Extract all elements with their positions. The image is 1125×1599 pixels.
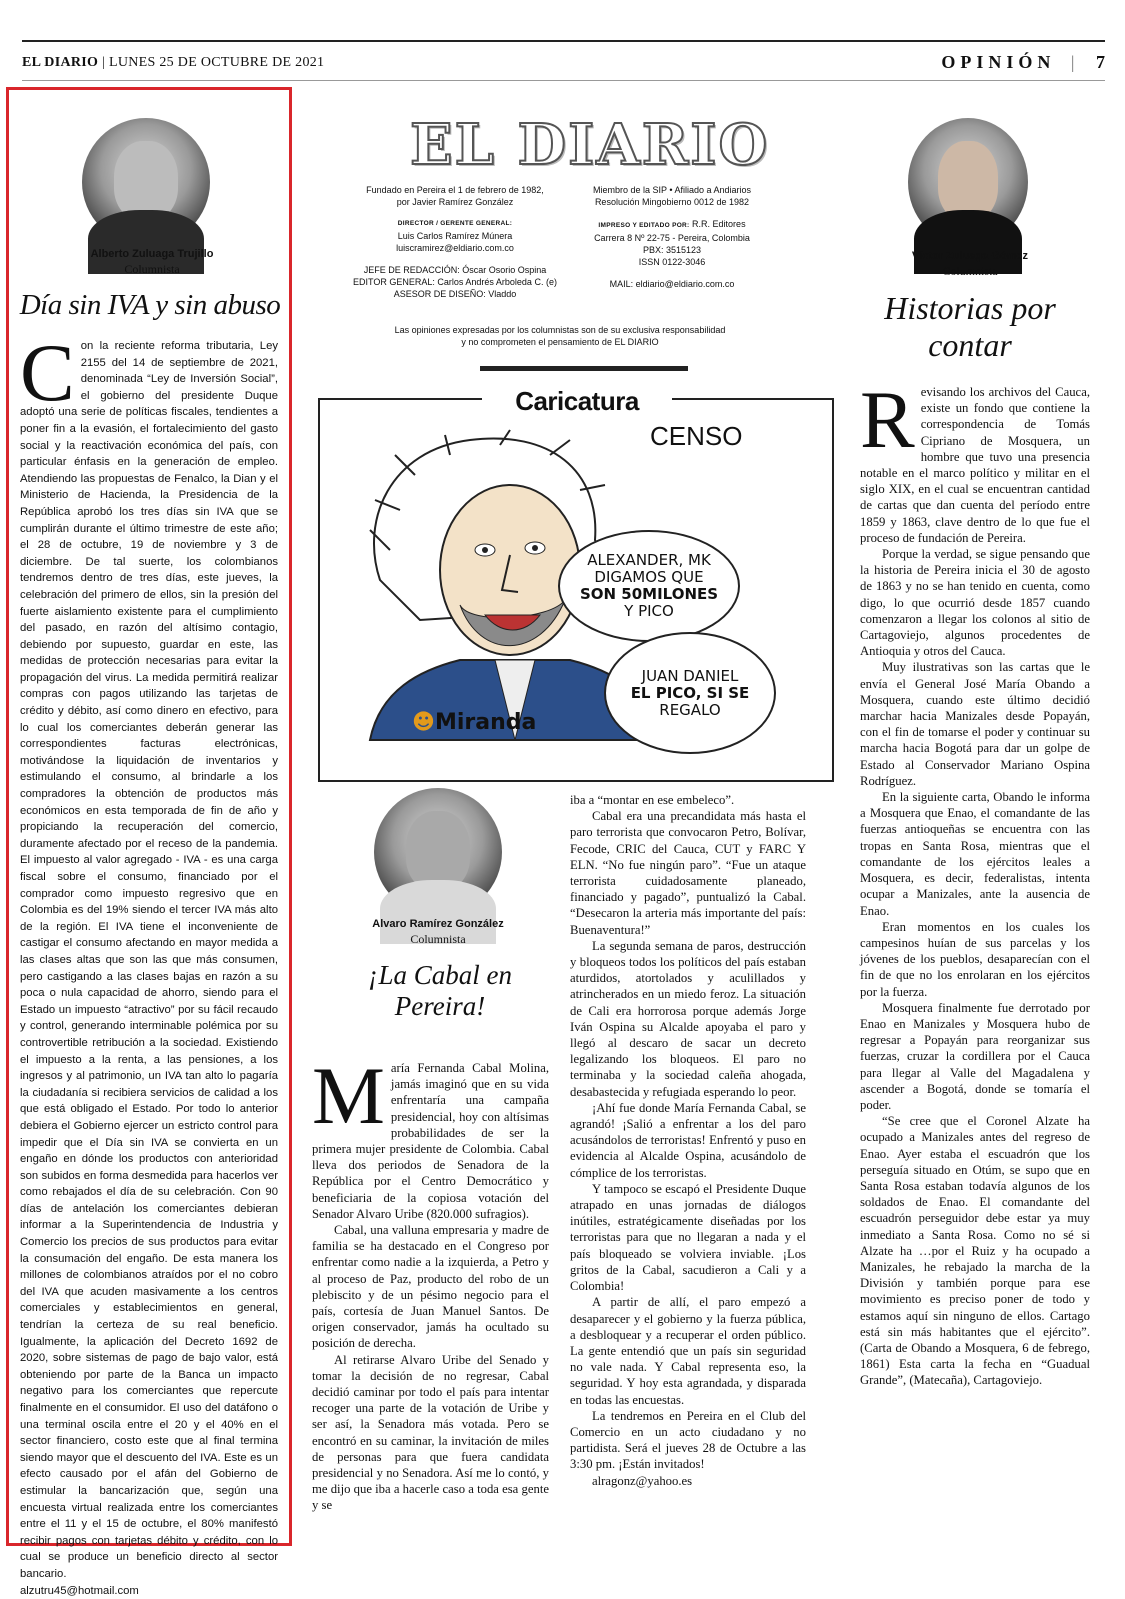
col4-body xyxy=(860,374,1090,1550)
resolution-line: Resolución Mingobierno 0012 de 1982 xyxy=(594,197,750,207)
author-photo-victor xyxy=(908,118,1028,246)
asesor-diseno: ASESOR DE DISEÑO: Vladdo xyxy=(393,289,517,299)
col3-first: iba a “montar en ese embeleco”. xyxy=(570,793,735,807)
founder-line: por Javier Ramírez González xyxy=(396,197,514,207)
col2-role: Columnista xyxy=(410,932,466,946)
col3-para-1: Cabal era una precandidata más hasta el paro terrorista que convocaron Petro, Bolívar, Fecode, CRIC del Cauca, CUT y FARC Y ELN. “No fue ningún paro”. “Fue un ataque terrorista cuidadosamente planeado, financiado y pagado”, puntualizó la Cabal. “Desecaron la arteria más importante del país: Buenaventura!” xyxy=(570,809,806,937)
col2-title: ¡La Cabal en Pereira! xyxy=(367,960,513,1022)
impreso-label: IMPRESO Y EDITADO POR: xyxy=(598,222,690,229)
col1-body xyxy=(20,327,278,1597)
bubble1-line3: SON 50MILONES xyxy=(579,585,719,603)
col1-author: Alberto Zuluaga Trujillo xyxy=(90,248,214,260)
col4-author: Víctor Zuluaga Gómez xyxy=(911,250,1029,262)
speech-bubble-1 xyxy=(558,530,740,642)
col3-para-5: A partir de allí, el paro empezó a desaparecer y el gobierno y la fuerza pública, a desbloquear y a recuperar el orden público. La gente entendió que un país sin seguridad no vale nada. Y Cabal representa eso, la seguridad. Y hoy esta agrandada, y disparada en todas las encuestas. xyxy=(570,1295,806,1407)
masthead-bar xyxy=(480,366,688,371)
mail-line: MAIL: eldiario@eldiario.com.co xyxy=(609,279,735,289)
editor-general: EDITOR GENERAL: Carlos Andrés Arboleda C. (e) xyxy=(353,277,557,287)
col3-para-4: Y tampoco se escapó el Presidente Duque atrapado en unas jornadas de diálogos inútiles, estratégicamente diseñadas por los terroristas para que no llegaran a nada y el país bloqueado se volviera inviable. ¡Los gritos de la Cabal, sacudieron a Cali y a Colombia! xyxy=(570,1181,806,1294)
pbx-line: PBX: 3515123 xyxy=(642,245,702,255)
bubble2-line2: EL PICO, SI SE xyxy=(630,683,750,702)
col3-email: alragonz@yahoo.es xyxy=(592,1473,693,1488)
masthead-right-block xyxy=(572,184,772,290)
director-email: luiscramirez@eldiario.com.co xyxy=(396,243,514,253)
col1-email: alzutru45@hotmail.com xyxy=(20,1584,139,1597)
section-name: OPINIÓN xyxy=(941,52,1056,72)
header-date: LUNES 25 DE OCTUBRE DE 2021 xyxy=(108,55,325,70)
masthead-logo: EL DIARIO xyxy=(410,112,770,178)
col4-para-5: Mosquera finalmente fue derrotado por Enao en Manizales y Mosquera hubo de regresar a Popayán para reorganizar sus fuerzas, cruzar la cordillera por el Cauca para llegar al Valle del Magadalena y ascender a Bogotá, donde se tomaría el poder. xyxy=(860,1000,1090,1112)
header-paper-name: EL DIARIO xyxy=(22,55,99,70)
page-header-left xyxy=(22,55,324,71)
disclaimer xyxy=(345,324,775,348)
header-rule xyxy=(22,80,1105,81)
top-rule xyxy=(22,40,1105,42)
masthead-left-block xyxy=(350,184,560,300)
col3-body xyxy=(570,792,806,1548)
director-name: Luis Carlos Ramírez Múnera xyxy=(397,231,513,241)
col4-para-6: “Se cree que el Coronel Alzate ha ocupado a Manizales antes del regreso de Enao. Ayer estaba el escuadrón que los perseguía situado en Otúm, se supo que en Santa Rosa estaban todavía algunos de los soldados de Enao. El comandante del escuadrón perseguidor debe estar ya muy inmediato a Santa Rosa. Como no sé si Alzate ha …por el Ruiz y ha ocupado a Manizales, he rebajado la marcha de la División y también porque para ese movimiento es preciso poner de todo y estamos aquí sin ninguno de ellos. Cartago está sin más habitantes que el ejército”. (Carta de Obando a Mosquera, 6 de febrego, 1861) Esta carta la fecha en “Guadual Grande”, (Matecaña), Cartagoviejo. xyxy=(860,1114,1090,1388)
bubble1-line4: Y PICO xyxy=(624,602,674,620)
col3-para-2: La segunda semana de paros, destrucción y bloqueos todos los políticos del país estaban aturdidos, atortolados y aculillados y atrincherados en un miedo feroz. La situación de Cali era horrorosa porque además Jorge Iván Ospina su Alcalde apoyaba el paro y llegó al descaro de sacar un decreto legalizando los bloqueos. El paro no terminaba y la sociedad caleña ahogada, desabastecida y refugiada esperando lo peor. xyxy=(570,938,806,1099)
disclaimer-line-2: y no comprometen el pensamiento de EL DIARIO xyxy=(461,337,659,347)
col4-role: Columnista xyxy=(942,264,998,278)
col2-lead: aría Fernanda Cabal Molina, jamás imaginó que en su vida enfrentaría una campaña presidencial, hoy con altísimas probabilidades de ser la primera mujer presidente de Colombia. Cabal lleva dos periodos de Senadora de la República por el Centro Democrático y beneficiaria de la copiosa votación del Senador Alvaro Uribe (820.000 sufragios). xyxy=(312,1061,549,1221)
col4-title-line2: contar xyxy=(928,326,1012,363)
col4-title xyxy=(850,290,1090,364)
director-label: DIRECTOR / GERENTE GENERAL: xyxy=(397,220,513,227)
col2-para-1: Cabal, una valluna empresaria y madre de familia se ha destacado en el Congreso por enfrentar como nadie a la izquierda, a Petro y al proceso de Paz, producto del robo de un plebiscito y de un pésimo negocio para el país, cortesía de Juan Manuel Santos. De origen conservador, jamás ha ocultado su posición de derecha. xyxy=(312,1223,549,1351)
col4-para-3: En la siguiente carta, Obando le informa a Mosquera que Enao, el comandante de las fuerzas antioqueñas se encuentra con las tropas en Santa Rosa, mientras que el comandante de los ejércitos leales a Mosquera, es decir, federalistas, intenta ocupar a Manizales, ante la ausencia de Enao. xyxy=(860,790,1090,918)
signature-text: Miranda xyxy=(434,710,537,735)
col3-para-3: ¡Ahí fue donde María Fernanda Cabal, se agrandó! ¡Salió a enfrentar a los del paro acusándolos de terroristas! Enfrentó y puso en evidencia al Alcalde Ospina, acusándolo de cómplice de los terroristas. xyxy=(570,1100,806,1180)
col2-para-2: Al retirarse Alvaro Uribe del Senado y tomar la decisión de no regresar, Cabal decidió caminar por todo el país para intentar recoger una parte de la votación de Uribe y ser así, la Senadora más votada. Pero se encontró en su caminar, la invitación de miles de personas para que fuera candidata presidencial y no Senadora. Así me lo contó, y me dijo que iba a hacerle caso a toda esa gente y se xyxy=(312,1352,549,1513)
col4-para-4: Eran momentos en los cuales los campesinos huían de sus parcelas y los jóvenes de los pueblos, desaparecían con el fin de que no los enrolaran en los ejércitos por la fuerza. xyxy=(860,919,1090,999)
bubble1-line2: DIGAMOS QUE xyxy=(594,568,704,586)
author-photo-alvaro xyxy=(374,788,502,916)
speech-bubble-2 xyxy=(604,632,776,754)
col1-text: on la reciente reforma tributaria, Ley 2155 del 14 de septiembre de 2021, denominada “Ley de Inversión Social”, el gobierno del presidente Duque adoptó una serie de políticas fiscales, tendientes a poner fin a la evasión, el fortalecimiento del gasto social y la reactivación económica del país, con particular énfasis en la generación de empleo. Atendiendo las propuestas de Fenalco, la Dian y el Ministerio de Hacienda, la Presidencia de la República aprobó los tres días sin IVA que se cumplirán durante el último trimestre de este año; el 28 de octubre, 19 de noviembre y 3 de diciembre. De tal suerte, los colombianos tendremos dentro de tres días, este jueves, la celebración del primero de ellos, sin la presión del fuerte aislamiento existente para el cumplimiento del pasado, en razón del altísimo contagio, debiendo por supuesto, guardar en este, las medidas de protección necesarias para evitar la propagación del virus. La medida permitirá realizar compras con pagos utilizando las tarjetas de crédito y débito, así como dinero en efectivo, para lo cual los comerciantes deberán generar las correspondientes facturas electrónicas, motivándose la liquidación de inventarios y estimulando el consumo, al brindarle a los compradores la obtención de productos más económicos en esta temporada de fin de año y propiciando la recuperación del comercio, duramente afectado por el receso de la pandemia. El impuesto al valor agregado - IVA - es una carga fiscal sobre el consumo, financiado por el comprador como impuesto regresivo que en Colombia es del 19% siendo el tercer IVA más alto de la región. El IVA tiene el inconveniente de castigar el consumo afectando en mayor medida a las clases altas que son las que más consumen, pero castigando a las clases bajas en razón a su poca o nula capacidad de ahorro, siendo para el Estado un impuesto “atractivo” por su fácil recaudo y control, generando interminable polémica por su controvertible retribución a la sociedad. Existiendo el impuesto a la renta, a las pensiones, a los ingresos y al patrimonio, un IVA tan alto lo pagaría la ciudadanía si recibiera servicios de calidad a los que está obligado el Estado. Por todo lo anterior debiera el Gobierno ejercer un estricto control para impedir que el Día sin IVA se convierta en un engaño en dónde los productos con anterioridad son subidos en forma desmedida para hacerlos ver como rebajados el día de su celebración. Con 90 días de antelación los comerciantes debieran informar a la Superintendencia de Industria y Comercio los precios de sus productos para evitar la consumación del engaño. De esta manera los millones de colombianos atraídos por el no cobro del IVA que acuden masivamente a los centros comerciales y establecimientos en general, tendrían la certeza de su real beneficio. Igualmente, la aplicación del Decreto 1692 de 2020, sobre sistemas de pago de bajo valor, está obteniendo por parte de la Banca un impacto negativo para los comerciantes que repercute finalmente en el consumidor. El uso del datáfono o una terminal oscila entre el 20 y el 40% en el sector financiero, costo este que al final termina siendo mayor que el descuento del IVA. Este es un efecto causado por el afán del Gobierno de estimular la bancarización que, según una encuesta virtual realizada entre los comerciantes entre el 11 y el 15 de octubre, el 80% manifestó recibir pagos con tarjetas débito y crédito, con lo cual se produce un beneficio directo al sector bancario. xyxy=(20,340,278,1580)
caricature-censo-label: CENSO xyxy=(650,421,743,451)
caricature-title: Caricatura xyxy=(482,386,672,418)
signature-face-icon: ☻ xyxy=(412,710,435,735)
col3-para-6: La tendremos en Pereira en el Club del Comercio en un acto ciudadano y no partidista. Será el jueves 28 de Octubre a las 3:30 pm. ¡Están invitados! xyxy=(570,1408,806,1472)
bubble2-line3: REGALO xyxy=(659,700,721,719)
col4-lead: evisando los archivos del Cauca, existe un fondo que contiene la correspondencia de Tomás Cipriano de Mosquera, un hombre que tuvo una presencia notable en el marco político y militar en el siglo XIX, en el cual se encuentran cantidad de cartas que dan cuenta del período entre 1859 y 1863, clave dentro de lo que fue el proceso de fundación de Pereira. xyxy=(860,385,1090,545)
page-header-right xyxy=(941,52,1105,73)
col1-role: Columnista xyxy=(124,262,180,276)
col1-dropcap: C xyxy=(20,327,75,418)
page-number: 7 xyxy=(1096,52,1105,72)
address-line: Carrera 8 Nº 22-75 - Pereira, Colombia xyxy=(594,233,750,243)
founded-line: Fundado en Pereira el 1 de febrero de 1982, xyxy=(366,185,544,195)
col2-body xyxy=(312,1050,549,1548)
col4-para-1: Porque la verdad, se sigue pensando que la historia de Pereira inicia el 30 de agosto de 1863 y no se han tenido en cuenta, como digo, lo que ocurrió desde 1857 cuando comenzaron a llegar los colonos al sitio de Cartagoviejo, algunos procedentes de Antioquia y otros del Cauca. xyxy=(860,547,1090,659)
bubble2-line1: JUAN DANIEL xyxy=(641,666,739,685)
cartoonist-signature xyxy=(412,710,536,735)
jefe-redaccion: JEFE DE REDACCIÓN: Óscar Osorio Ospina xyxy=(363,265,547,275)
col1-title: Día sin IVA y sin abuso xyxy=(19,289,281,321)
author-photo-alberto xyxy=(82,118,210,246)
header-separator: | xyxy=(102,55,106,70)
issn-line: ISSN 0122-3046 xyxy=(638,257,706,267)
col4-dropcap: R xyxy=(860,374,915,465)
col2-dropcap: M xyxy=(312,1050,385,1141)
disclaimer-line-1: Las opiniones expresadas por los columnistas son de su exclusiva responsabilidad xyxy=(394,325,726,335)
col4-para-2: Muy ilustrativas son las cartas que le envía el General José María Obando a Mosquera, cuando este último decidió marchar hacia Manizales desde Popayán, con el fin de tomarse el poder y continuar su marcha hacia Bogotá para dar un golpe de Estado al Conservador Mariano Ospina Rodríguez. xyxy=(860,660,1090,788)
member-line: Miembro de la SIP • Afiliado a Andiarios xyxy=(592,185,752,195)
bubble1-line1: ALEXANDER, MK xyxy=(587,551,711,569)
col2-author: Alvaro Ramírez González xyxy=(372,918,504,930)
header-separator-right: | xyxy=(1070,52,1075,72)
impreso-value: R.R. Editores xyxy=(692,219,746,229)
col4-title-line1: Historias por xyxy=(884,290,1056,326)
